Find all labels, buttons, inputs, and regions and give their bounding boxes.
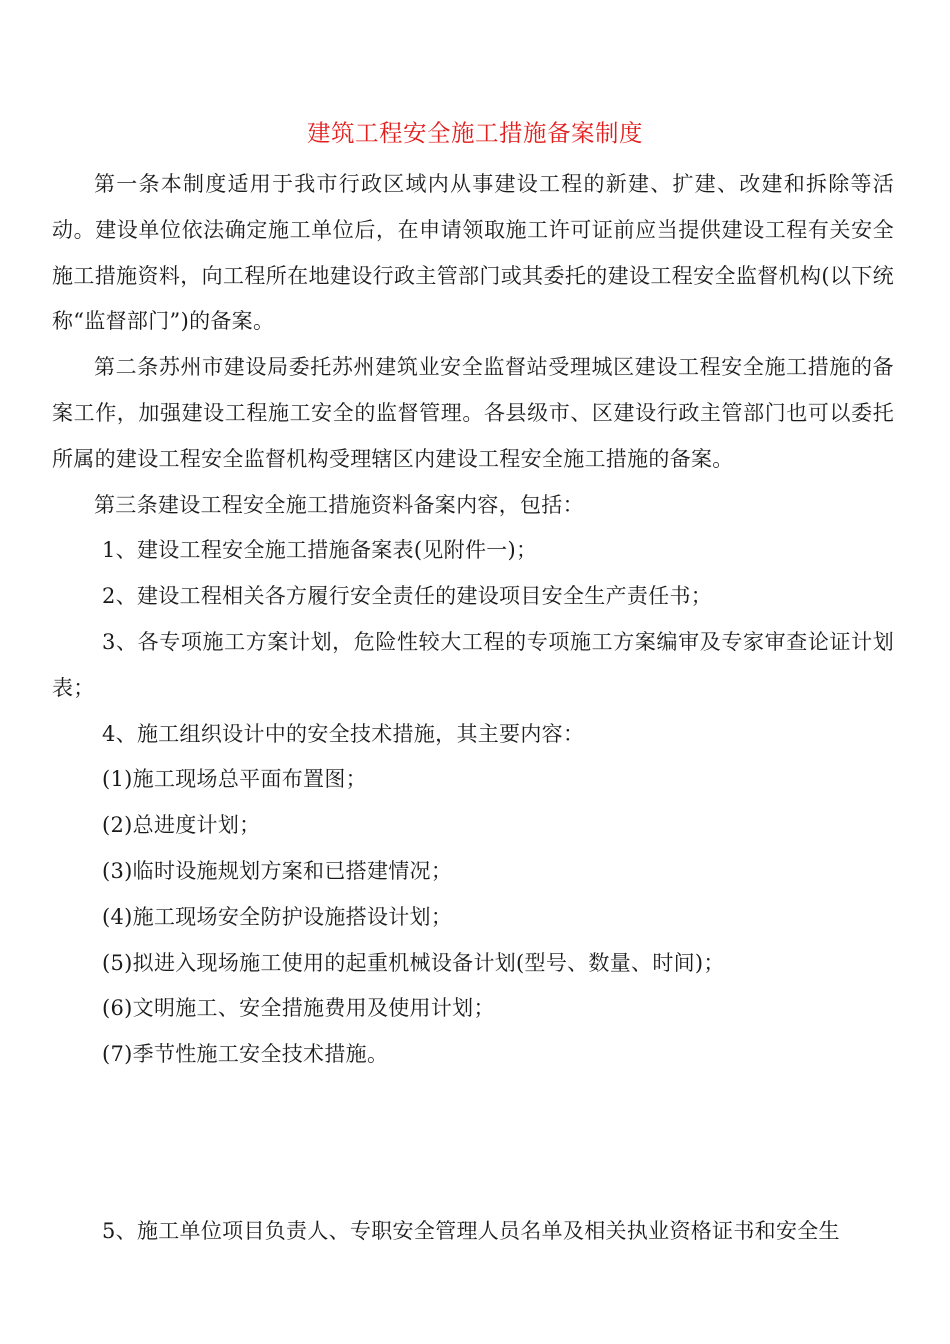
article-2: 第二条苏州市建设局委托苏州建筑业安全监督站受理城区建设工程安全施工措施的备案工作，加强建设工程施工安全的监督管理。各县级市、区建设行政主管部门也可以委托所属的建设工程安全监督机构受理辖区内建设工程安全施工措施的备案。 — [52, 355, 894, 471]
sub-list-item: (4)施工现场安全防护设施搭设计划； — [102, 904, 453, 929]
sub-list-item: (2)总进度计划； — [102, 813, 261, 838]
sub-list-item: (5)拟进入现场施工使用的起重机械设备计划(型号、数量、时间)； — [102, 950, 725, 975]
document-body — [52, 162, 894, 1078]
sub-list-item: (7)季节性施工安全技术措施。 — [102, 1042, 389, 1067]
sub-list-item: (3)临时设施规划方案和已搭建情况； — [102, 858, 453, 883]
sub-list-item: (6)文明施工、安全措施费用及使用计划； — [102, 996, 495, 1021]
list-item: 4、施工组织设计中的安全技术措施，其主要内容： — [102, 721, 585, 746]
document-title: 建筑工程安全施工措施备案制度 — [307, 119, 643, 147]
article-1: 第一条本制度适用于我市行政区域内从事建设工程的新建、扩建、改建和拆除等活动。建设单位依法确定施工单位后，在申请领取施工许可证前应当提供建设工程有关安全施工措施资料，向工程所在地建设行政主管部门或其委托的建设工程安全监督机构(以下统称“监督部门”)的备案。 — [52, 172, 894, 334]
article-3: 第三条建设工程安全施工措施资料备案内容，包括： — [94, 492, 584, 517]
list-item: 3、各专项施工方案计划，危险性较大工程的专项施工方案编审及专家审查论证计划表； — [52, 629, 894, 700]
list-item: 2、建设工程相关各方履行安全责任的建设项目安全生产责任书； — [102, 584, 713, 609]
list-item-continued: 5、施工单位项目负责人、专职安全管理人员名单及相关执业资格证书和安全生 — [102, 1219, 840, 1243]
sub-list-item: (1)施工现场总平面布置图； — [102, 767, 367, 792]
list-item: 1、建设工程安全施工措施备案表(见附件一)； — [102, 538, 538, 563]
